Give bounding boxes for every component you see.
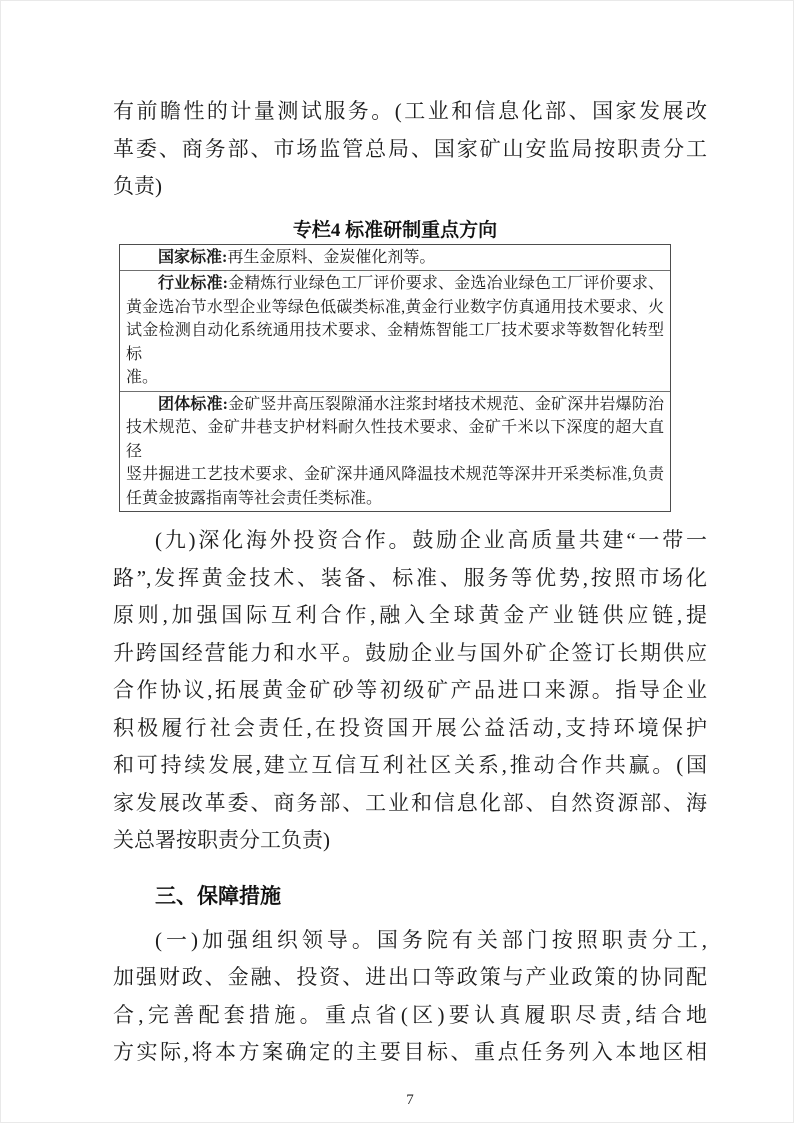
text-line: 试金检测自动化系统通用技术要求、金精炼智能工厂技术要求等数智化转型标	[126, 322, 664, 363]
group-standards-row	[120, 392, 670, 512]
row-text: 金精炼行业绿色工厂评价要求、金选冶业绿色工厂评价要求、	[227, 275, 664, 292]
box-title: 专栏4 标准研制重点方向	[292, 219, 498, 241]
text-line: 任黄金披露指南等社会责任类标准。	[126, 489, 383, 507]
text-line	[126, 246, 664, 270]
text-line: 加强财政、金融、投资、进出口等政策与产业政策的协同配	[113, 965, 707, 989]
text-line: 家发展改革委、商务部、工业和信息化部、自然资源部、海	[113, 790, 707, 815]
paragraph-overseas-investment	[113, 522, 707, 860]
text-line: 负责)	[113, 174, 162, 198]
text-line	[126, 393, 664, 417]
row-text: 金矿竖井高压裂隙涌水注浆封堵技术规范、金矿深井岩爆防治	[227, 395, 664, 413]
text-line	[126, 272, 664, 296]
industry-standards-row	[120, 271, 670, 392]
text-line: 有前瞻性的计量测试服务。(工业和信息化部、国家发展改	[113, 99, 707, 123]
text-line: 合作协议,拓展黄金矿砂等初级矿产品进口来源。指导企业	[113, 678, 707, 702]
text-line: 方实际,将本方案确定的主要目标、重点任务列入本地区相	[113, 1040, 707, 1064]
text-line: 准。	[126, 369, 159, 386]
text-line: 黄金选冶节水型企业等绿色低碳类标准,黄金行业数字仿真通用技术要求、火	[126, 298, 664, 316]
text-line: 技术规范、金矿井巷支护材料耐久性技术要求、金矿千米以下深度的超大直径	[126, 419, 664, 460]
text-line: 原则,加强国际互利合作,融入全球黄金产业链供应链,提	[113, 603, 707, 627]
text-line: 路”,发挥黄金技术、装备、标准、服务等优势,按照市场化	[113, 565, 707, 590]
text-line: 合,完善配套措施。重点省(区)要认真履职尽责,结合地	[113, 1002, 707, 1027]
paragraph-organizational-leadership	[113, 922, 707, 1072]
standards-box	[119, 244, 671, 513]
text-line: 升跨国经营能力和水平。鼓励企业与国外矿企签订长期供应	[113, 640, 707, 665]
text-line: 和可持续发展,建立互信互利社区关系,推动合作共赢。(国	[113, 753, 707, 777]
page-number: 7	[406, 1091, 414, 1108]
text-line: 革委、商务部、市场监管总局、国家矿山安监局按职责分工	[113, 136, 707, 161]
text-line: (九)深化海外投资合作。鼓励企业高质量共建“一带一	[155, 528, 707, 552]
text-line: 积极履行社会责任,在投资国开展公益活动,支持环境保护	[113, 715, 707, 740]
row-label: 国家标准:	[158, 248, 228, 266]
row-text: 再生金原料、金炭催化剂等。	[227, 248, 436, 266]
paragraph-metrology-services	[113, 93, 707, 206]
page-content	[1, 1, 793, 1122]
section-heading-safeguard-measures: 三、保障措施	[155, 884, 281, 908]
row-label: 行业标准:	[158, 275, 228, 292]
row-label: 团体标准:	[158, 395, 228, 413]
text-line: 竖井掘进工艺技术要求、金矿深井通风降温技术规范等深井开采类标准,负责	[126, 466, 664, 483]
text-line: 关总署按职责分工负责)	[113, 828, 330, 852]
national-standards-row	[120, 245, 670, 272]
text-line: (一)加强组织领导。国务院有关部门按照职责分工,	[155, 927, 707, 952]
